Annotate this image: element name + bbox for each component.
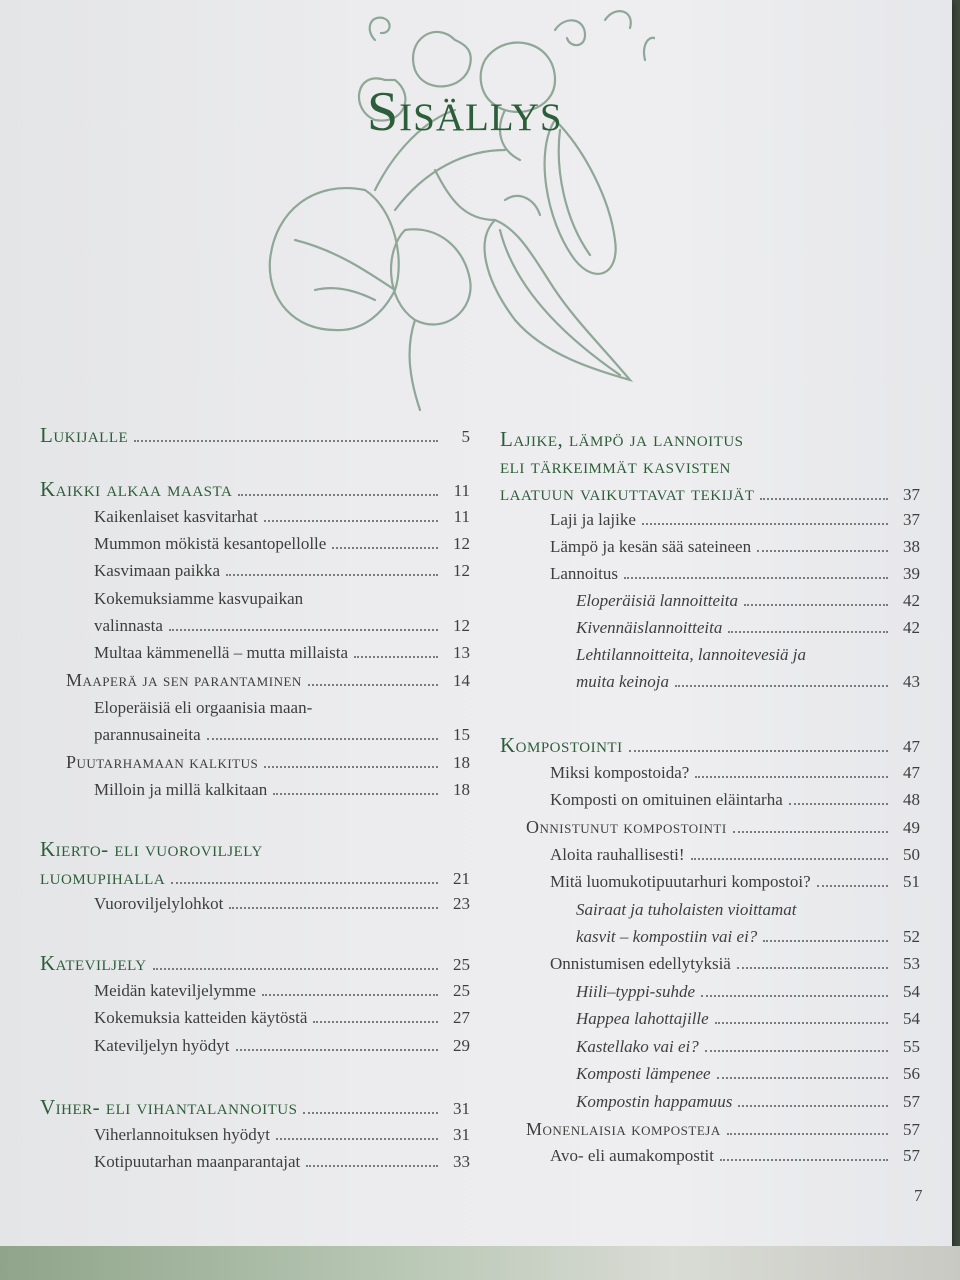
toc-entry	[550, 871, 920, 893]
dot-leader	[727, 1132, 888, 1135]
toc-entry	[576, 644, 920, 666]
toc-entry-page: 18	[453, 780, 470, 799]
toc-entry	[94, 1035, 470, 1057]
toc-entry-title: laatuun vaikuttavat tekijät	[500, 481, 755, 505]
toc-entry-title: Onnistumisen edellytyksiä	[550, 954, 731, 973]
page-title: Sisällys	[367, 81, 563, 143]
dot-leader	[624, 576, 888, 579]
toc-entry-title: Maaperä ja sen parantaminen	[66, 670, 302, 690]
toc-entry	[94, 533, 470, 555]
toc-entry-title: Kateviljely	[40, 951, 147, 975]
dot-leader	[273, 792, 438, 795]
dot-leader	[238, 493, 438, 496]
toc-entry-title: Mitä luomukotipuutarhuri kompostoi?	[550, 872, 811, 891]
toc-entry	[500, 455, 920, 477]
dot-leader	[229, 906, 438, 909]
toc-entry-page: 33	[453, 1152, 470, 1171]
toc-entry-title: Kompostin happamuus	[576, 1092, 733, 1111]
toc-entry	[94, 1151, 470, 1173]
toc-entry-title: Komposti on omituinen eläintarha	[550, 790, 783, 809]
dot-leader	[675, 684, 888, 687]
toc-entry	[526, 816, 920, 839]
toc-entry-page: 12	[453, 561, 470, 580]
dot-leader	[236, 1048, 438, 1051]
toc-entry	[550, 844, 920, 866]
toc-entry-page: 11	[453, 481, 470, 500]
toc-entry-title: valinnasta	[94, 616, 163, 635]
dot-leader	[760, 497, 888, 500]
toc-entry	[66, 669, 470, 692]
toc-entry-title: Kivennäislannoitteita	[576, 618, 723, 637]
toc-entry-title: Miksi kompostoida?	[550, 763, 690, 782]
toc-entry-title: Lannoitus	[550, 564, 618, 583]
dot-leader	[737, 966, 888, 969]
toc-entry	[40, 1096, 470, 1120]
dot-leader	[738, 1104, 888, 1107]
toc-entry-page: 37	[903, 510, 920, 529]
toc-entry-page: 56	[903, 1064, 920, 1083]
toc-entry-page: 14	[453, 671, 470, 690]
toc-entry-title: Viherlannoituksen hyödyt	[94, 1125, 271, 1144]
dot-leader	[354, 655, 438, 658]
toc-entry-title: Monenlaisia komposteja	[526, 1119, 721, 1139]
dot-leader	[171, 881, 438, 884]
toc-entry-title: Onnistunut kompostointi	[526, 817, 727, 837]
toc-entry-title: Kierto- eli vuoroviljely	[40, 837, 263, 861]
dot-leader	[757, 549, 888, 552]
toc-entry	[500, 482, 920, 506]
toc-entry-page: 11	[453, 507, 470, 526]
dot-leader	[313, 1020, 438, 1023]
toc-entry-title: Kaikki alkaa maasta	[40, 477, 233, 501]
dot-leader	[264, 765, 438, 768]
toc-entry-page: 47	[903, 763, 920, 782]
page-number: 7	[914, 1186, 923, 1205]
toc-entry-page: 38	[903, 537, 920, 556]
toc-entry-page: 57	[903, 1092, 920, 1111]
dot-leader	[717, 1076, 888, 1079]
toc-entry-title: Lajike, lämpö ja lannoitus	[500, 427, 744, 451]
dot-leader	[308, 683, 438, 686]
toc-entry	[500, 734, 920, 758]
toc-entry	[550, 536, 920, 558]
dot-leader	[744, 603, 888, 606]
dot-leader	[642, 522, 888, 525]
toc-entry-page: 53	[903, 954, 920, 973]
toc-entry-title: eli tärkeimmät kasvisten	[500, 454, 731, 478]
toc-entry-title: Sairaat ja tuholaisten vioittamat	[576, 900, 797, 919]
toc-entry-title: Eloperäisiä lannoitteita	[576, 591, 738, 610]
dot-leader	[276, 1137, 438, 1140]
toc-entry-title: Eloperäisiä eli orgaanisia maan-	[94, 698, 313, 717]
toc-entry-title: Hiili–typpi-suhde	[576, 982, 695, 1001]
dot-leader	[629, 749, 888, 752]
toc-entry-title: Laji ja lajike	[550, 510, 636, 529]
toc-entry-title: Lukijalle	[40, 423, 129, 447]
toc-entry-page: 47	[903, 737, 920, 756]
toc-entry-title: Kastellako vai ei?	[576, 1037, 699, 1056]
dot-leader	[705, 1049, 888, 1052]
toc-entry-title: Meidän kateviljelymme	[94, 981, 256, 1000]
toc-entry-page: 25	[453, 955, 470, 974]
toc-entry	[550, 789, 920, 811]
toc-entry-page: 25	[453, 981, 470, 1000]
toc-entry	[94, 697, 470, 719]
dot-leader	[207, 737, 438, 740]
toc-entry-title: Kotipuutarhan maanparantajat	[94, 1152, 301, 1171]
toc-entry	[94, 588, 470, 610]
toc-entry	[576, 1091, 920, 1113]
toc-entry-page: 54	[903, 982, 920, 1001]
pea-plant-illustration	[255, 0, 655, 420]
dot-leader	[720, 1158, 888, 1161]
toc-entry-title: Multaa kämmenellä – mutta millaista	[94, 643, 348, 662]
toc-entry	[94, 560, 470, 582]
toc-entry-title: Avo- eli aumakompostit	[550, 1146, 714, 1165]
toc-entry	[550, 1145, 920, 1167]
toc-entry	[576, 981, 920, 1003]
toc-entry	[94, 893, 470, 915]
toc-entry-title: Lämpö ja kesän sää sateineen	[550, 537, 752, 556]
toc-entry-page: 31	[453, 1125, 470, 1144]
toc-entry-title: Aloita rauhallisesti!	[550, 845, 685, 864]
toc-entry	[526, 1118, 920, 1141]
toc-entry-page: 43	[903, 672, 920, 691]
toc-entry-title: Viher- eli vihantalannoitus	[40, 1095, 298, 1119]
toc-entry	[94, 615, 470, 637]
toc-entry	[576, 590, 920, 612]
toc-entry	[550, 509, 920, 531]
toc-entry-page: 50	[903, 845, 920, 864]
dot-leader	[763, 939, 888, 942]
dot-leader	[153, 967, 438, 970]
dot-leader	[817, 884, 888, 887]
toc-entry	[576, 1036, 920, 1058]
toc-entry-title: Komposti lämpenee	[576, 1064, 711, 1083]
dot-leader	[303, 1111, 438, 1114]
background-surface	[0, 1246, 960, 1280]
toc-entry-page: 54	[903, 1009, 920, 1028]
toc-entry-page: 13	[453, 643, 470, 662]
dot-leader	[332, 546, 438, 549]
dot-leader	[262, 993, 438, 996]
toc-entry	[576, 1063, 920, 1085]
dot-leader	[226, 573, 438, 576]
toc-entry-title: parannusaineita	[94, 725, 201, 744]
toc-entry-page: 48	[903, 790, 920, 809]
toc-entry-page: 57	[903, 1146, 920, 1165]
toc-entry-title: kasvit – kompostiin vai ei?	[576, 927, 758, 946]
toc-entry	[576, 671, 920, 693]
toc-entry	[94, 980, 470, 1002]
dot-leader	[733, 830, 888, 833]
toc-entry	[94, 506, 470, 528]
toc-entry-page: 21	[453, 869, 470, 888]
toc-entry-title: luomupihalla	[40, 865, 166, 889]
toc-entry	[576, 926, 920, 948]
dot-leader	[134, 439, 438, 442]
toc-entry-page: 23	[453, 894, 470, 913]
toc-entry-page: 12	[453, 534, 470, 553]
toc-entry	[550, 762, 920, 784]
toc-entry-page: 31	[453, 1099, 470, 1118]
toc-entry-title: Lehtilannoitteita, lannoitevesiä ja	[576, 645, 806, 664]
toc-entry	[40, 478, 470, 502]
toc-entry	[576, 1008, 920, 1030]
toc-entry	[40, 424, 470, 448]
toc-entry-page: 57	[903, 1120, 920, 1139]
toc-entry	[500, 428, 920, 450]
dot-leader	[695, 775, 888, 778]
toc-entry-title: Kasvimaan paikka	[94, 561, 221, 580]
toc-entry	[94, 1007, 470, 1029]
dot-leader	[715, 1021, 888, 1024]
toc-entry	[550, 563, 920, 585]
toc-entry-title: Puutarhamaan kalkitus	[66, 752, 259, 772]
dot-leader	[728, 630, 888, 633]
toc-entry-title: Kateviljelyn hyödyt	[94, 1036, 230, 1055]
toc-entry-title: Vuoroviljelylohkot	[94, 894, 224, 913]
toc-entry-page: 18	[453, 753, 470, 772]
toc-entry	[94, 642, 470, 664]
toc-entry	[576, 899, 920, 921]
toc-entry	[40, 838, 470, 860]
toc-entry-page: 15	[453, 725, 470, 744]
toc-entry-page: 42	[903, 591, 920, 610]
dot-leader	[701, 994, 888, 997]
toc-entry-page: 49	[903, 818, 920, 837]
toc-entry-title: Happea lahottajille	[576, 1009, 709, 1028]
dot-leader	[691, 857, 888, 860]
toc-entry-title: Kompostointi	[500, 733, 623, 757]
toc-entry-title: Mummon mökistä kesantopellolle	[94, 534, 327, 553]
toc-entry	[40, 952, 470, 976]
dot-leader	[789, 802, 888, 805]
toc-entry-page: 29	[453, 1036, 470, 1055]
toc-entry-title: Kokemuksia katteiden käytöstä	[94, 1008, 308, 1027]
toc-entry-page: 55	[903, 1037, 920, 1056]
toc-entry-page: 37	[903, 485, 920, 504]
toc-entry-title: Kokemuksiamme kasvupaikan	[94, 589, 304, 608]
toc-entry	[40, 866, 470, 890]
toc-entry-page: 27	[453, 1008, 470, 1027]
toc-entry-title: Kaikenlaiset kasvitarhat	[94, 507, 258, 526]
dot-leader	[169, 628, 438, 631]
toc-entry-page: 5	[461, 427, 470, 446]
toc-entry	[94, 779, 470, 801]
toc-entry-page: 51	[903, 872, 920, 891]
toc-entry	[576, 617, 920, 639]
toc-entry-page: 12	[453, 616, 470, 635]
dot-leader	[264, 519, 438, 522]
toc-entry	[550, 953, 920, 975]
toc-entry	[94, 1124, 470, 1146]
toc-entry-page: 52	[903, 927, 920, 946]
toc-entry	[66, 751, 470, 774]
dot-leader	[306, 1164, 438, 1167]
toc-entry-title: Milloin ja millä kalkitaan	[94, 780, 268, 799]
toc-entry	[94, 724, 470, 746]
toc-entry-page: 39	[903, 564, 920, 583]
toc-entry-title: muita keinoja	[576, 672, 670, 691]
toc-entry-page: 42	[903, 618, 920, 637]
